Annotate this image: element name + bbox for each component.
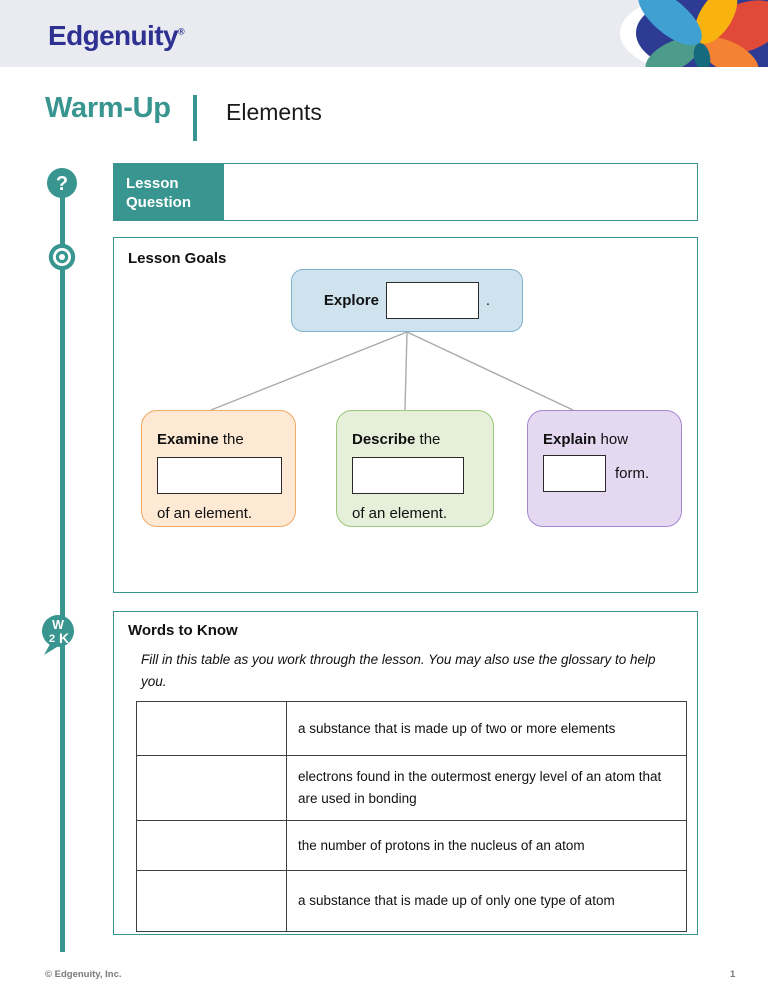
lesson-question-box bbox=[113, 163, 698, 221]
logo-text: Edgenuity bbox=[48, 20, 178, 51]
lesson-question-label: Lesson Question bbox=[114, 164, 224, 220]
lesson-question-answer-area[interactable] bbox=[224, 164, 697, 220]
describe-rest: the bbox=[415, 431, 441, 448]
table-row bbox=[137, 871, 687, 932]
explain-rest: how bbox=[596, 431, 629, 448]
definition-cell: a substance that is made up of only one type of atom bbox=[287, 871, 687, 932]
answer-blank[interactable] bbox=[543, 455, 606, 492]
svg-text:2: 2 bbox=[48, 633, 56, 645]
svg-text:W: W bbox=[52, 618, 64, 632]
lesson-goals-box bbox=[113, 237, 698, 593]
footer-page-number: 1 bbox=[730, 969, 736, 980]
lesson-topic: Elements bbox=[226, 99, 322, 125]
examine-goal-text bbox=[157, 431, 244, 448]
definition-cell: the number of protons in the nucleus of an atom bbox=[287, 821, 687, 871]
words-to-know-instructions: Fill in this table as you work through the lesson. You may also use the glossary to help you. bbox=[141, 652, 656, 689]
table-row bbox=[137, 756, 687, 821]
svg-text:K: K bbox=[58, 630, 70, 646]
registered-mark-icon: ® bbox=[177, 26, 184, 37]
definition-cell: electrons found in the outermost energy level of an atom that are used in bonding bbox=[287, 756, 687, 821]
term-cell[interactable] bbox=[137, 702, 287, 756]
answer-blank[interactable] bbox=[386, 282, 479, 319]
svg-text:?: ? bbox=[55, 173, 69, 195]
words-to-know-bubble-icon bbox=[39, 611, 79, 657]
timeline-line bbox=[60, 172, 65, 952]
explain-goal-box bbox=[527, 410, 682, 527]
term-cell[interactable] bbox=[137, 756, 287, 821]
describe-verb: Describe bbox=[352, 431, 416, 448]
examine-rest: the bbox=[218, 431, 244, 448]
describe-goal-text bbox=[352, 431, 440, 448]
explore-period: . bbox=[485, 292, 491, 309]
words-to-know-box bbox=[113, 611, 698, 935]
table-row bbox=[137, 702, 687, 756]
table-row bbox=[137, 821, 687, 871]
term-cell[interactable] bbox=[137, 821, 287, 871]
answer-blank[interactable] bbox=[352, 457, 464, 494]
target-icon bbox=[48, 243, 76, 271]
explore-goal-box bbox=[291, 269, 523, 332]
lesson-goals-heading: Lesson Goals bbox=[128, 250, 227, 267]
examine-goal-box bbox=[141, 410, 296, 527]
header-bar bbox=[0, 0, 768, 67]
edgenuity-logo bbox=[48, 20, 184, 52]
pinwheel-art-icon bbox=[608, 0, 768, 67]
explain-blank-row bbox=[543, 455, 649, 492]
examine-suffix: of an element. bbox=[157, 505, 253, 522]
definition-cell: a substance that is made up of two or more elements bbox=[287, 702, 687, 756]
describe-goal-box bbox=[336, 410, 494, 527]
footer-copyright: © Edgenuity, Inc. bbox=[45, 969, 122, 980]
describe-suffix: of an element. bbox=[352, 505, 448, 522]
answer-blank[interactable] bbox=[157, 457, 282, 494]
term-cell[interactable] bbox=[137, 871, 287, 932]
page-title: Warm-Up bbox=[45, 92, 171, 124]
words-to-know-heading: Words to Know bbox=[128, 622, 238, 639]
examine-verb: Examine bbox=[157, 431, 219, 448]
explain-goal-text bbox=[543, 431, 628, 448]
explain-verb: Explain bbox=[543, 431, 597, 448]
title-divider bbox=[193, 95, 197, 141]
explain-suffix: form. bbox=[615, 465, 650, 482]
vocabulary-table bbox=[136, 701, 687, 932]
question-icon bbox=[47, 168, 77, 198]
explore-verb: Explore bbox=[323, 292, 379, 309]
